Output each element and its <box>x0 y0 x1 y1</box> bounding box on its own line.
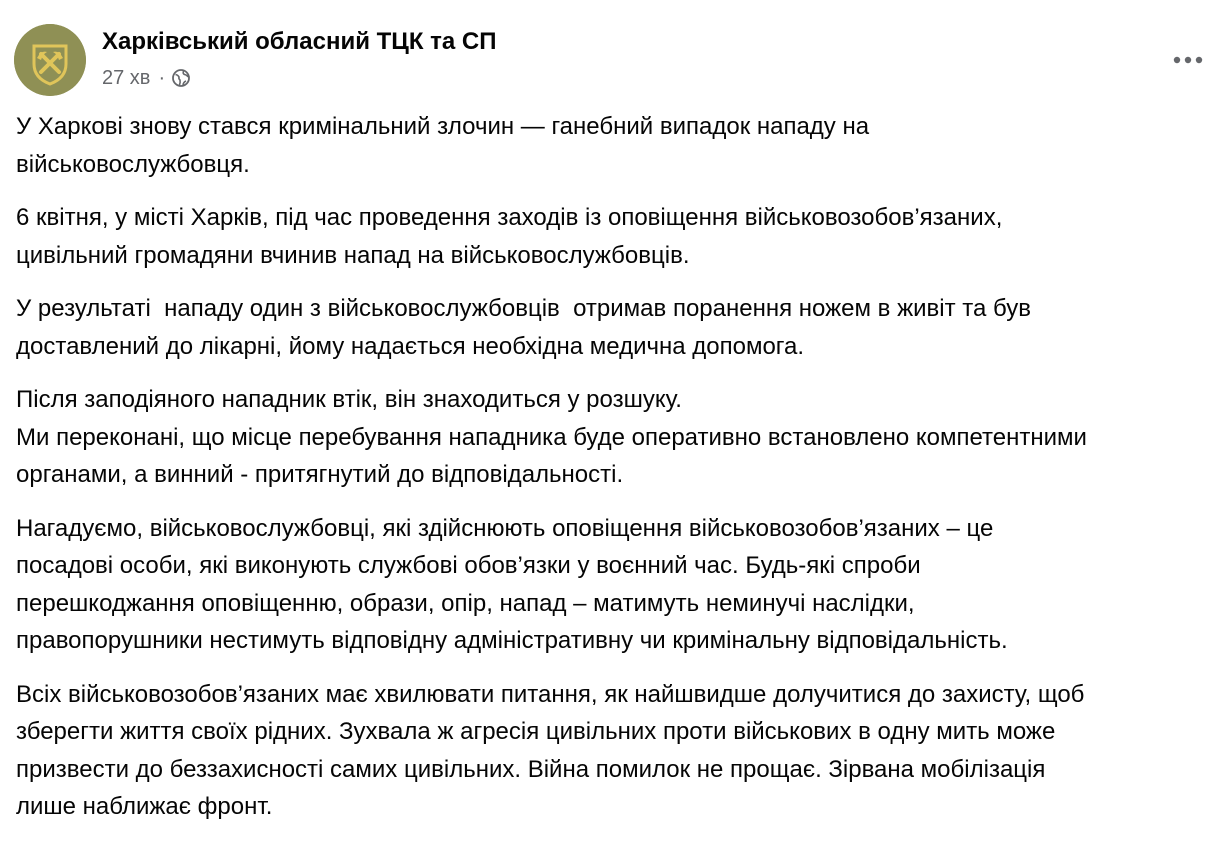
post-text-line: призвести до беззахисності самих цивільних. Війна помилок не прощає. Зірвана мобілізація <box>16 755 1046 783</box>
post-text-line: органами, а винний - притягнутий до відповідальності. <box>16 461 624 488</box>
more-options-button[interactable] <box>1168 40 1208 80</box>
post-text-line: цивільний громадяни вчинив напад на військовослужбовців. <box>16 241 690 269</box>
more-options-icon <box>1172 55 1204 65</box>
author-name[interactable]: Харківський обласний ТЦК та СП <box>102 28 497 55</box>
post-paragraph <box>16 199 1216 274</box>
post-text-line: Всіх військовозобов’язаних має хвилювати питання, як найшвидше долучитися до захисту, щоб <box>16 680 1085 708</box>
post-header <box>14 22 1214 98</box>
post-text-line: Ми переконані, що місце перебування нападника буде оперативно встановлено компетентними <box>16 423 1087 451</box>
post-paragraph <box>16 510 1216 660</box>
post-text-line: перешкоджання оповіщенню, образи, опір, напад – матимуть неминучі наслідки, <box>16 589 915 617</box>
post-text-line: Нагадуємо, військовослужбовці, які здійснюють оповіщення військовозобов’язаних – це <box>16 514 994 542</box>
post-paragraph <box>16 290 1216 365</box>
post-meta <box>102 64 191 92</box>
post-text-line: посадові особи, які виконують службові обов’язки у воєнний час. Будь-які спроби <box>16 552 921 579</box>
post-paragraph <box>16 108 1216 183</box>
post-text-line: Після заподіяного нападник втік, він знаходиться у розшуку. <box>16 386 682 413</box>
post-text-line: військовослужбовця. <box>16 150 250 178</box>
post-body <box>16 108 1216 842</box>
post-text-line: доставлений до лікарні, йому надається необхідна медична допомога. <box>16 332 805 360</box>
post-text-line: 6 квітня, у місті Харків, під час проведення заходів із оповіщення військовозобов’язаних, <box>16 204 1003 231</box>
post-text-line: лише наближає фронт. <box>16 793 273 820</box>
post-text-line: правопорушники нестимуть відповідну адміністративну чи кримінальну відповідальність. <box>16 627 1008 654</box>
military-emblem-icon <box>14 24 86 96</box>
post-text-line: У Харкові знову стався кримінальний злочин — ганебний випадок нападу на <box>16 113 870 140</box>
meta-separator: · <box>158 66 166 89</box>
post-paragraph <box>16 676 1216 826</box>
page-avatar[interactable] <box>14 24 86 96</box>
post-text-line: У результаті нападу один з військовослужбовців отримав поранення ножем в живіт та був <box>16 295 1031 322</box>
post-paragraph <box>16 381 1216 494</box>
post-text-line: зберегти життя своїх рідних. Зухвала ж агресія цивільних проти військових в одну мить може <box>16 718 1056 745</box>
post-timestamp[interactable]: 27 хв <box>102 66 151 89</box>
globe-icon[interactable] <box>171 68 191 88</box>
